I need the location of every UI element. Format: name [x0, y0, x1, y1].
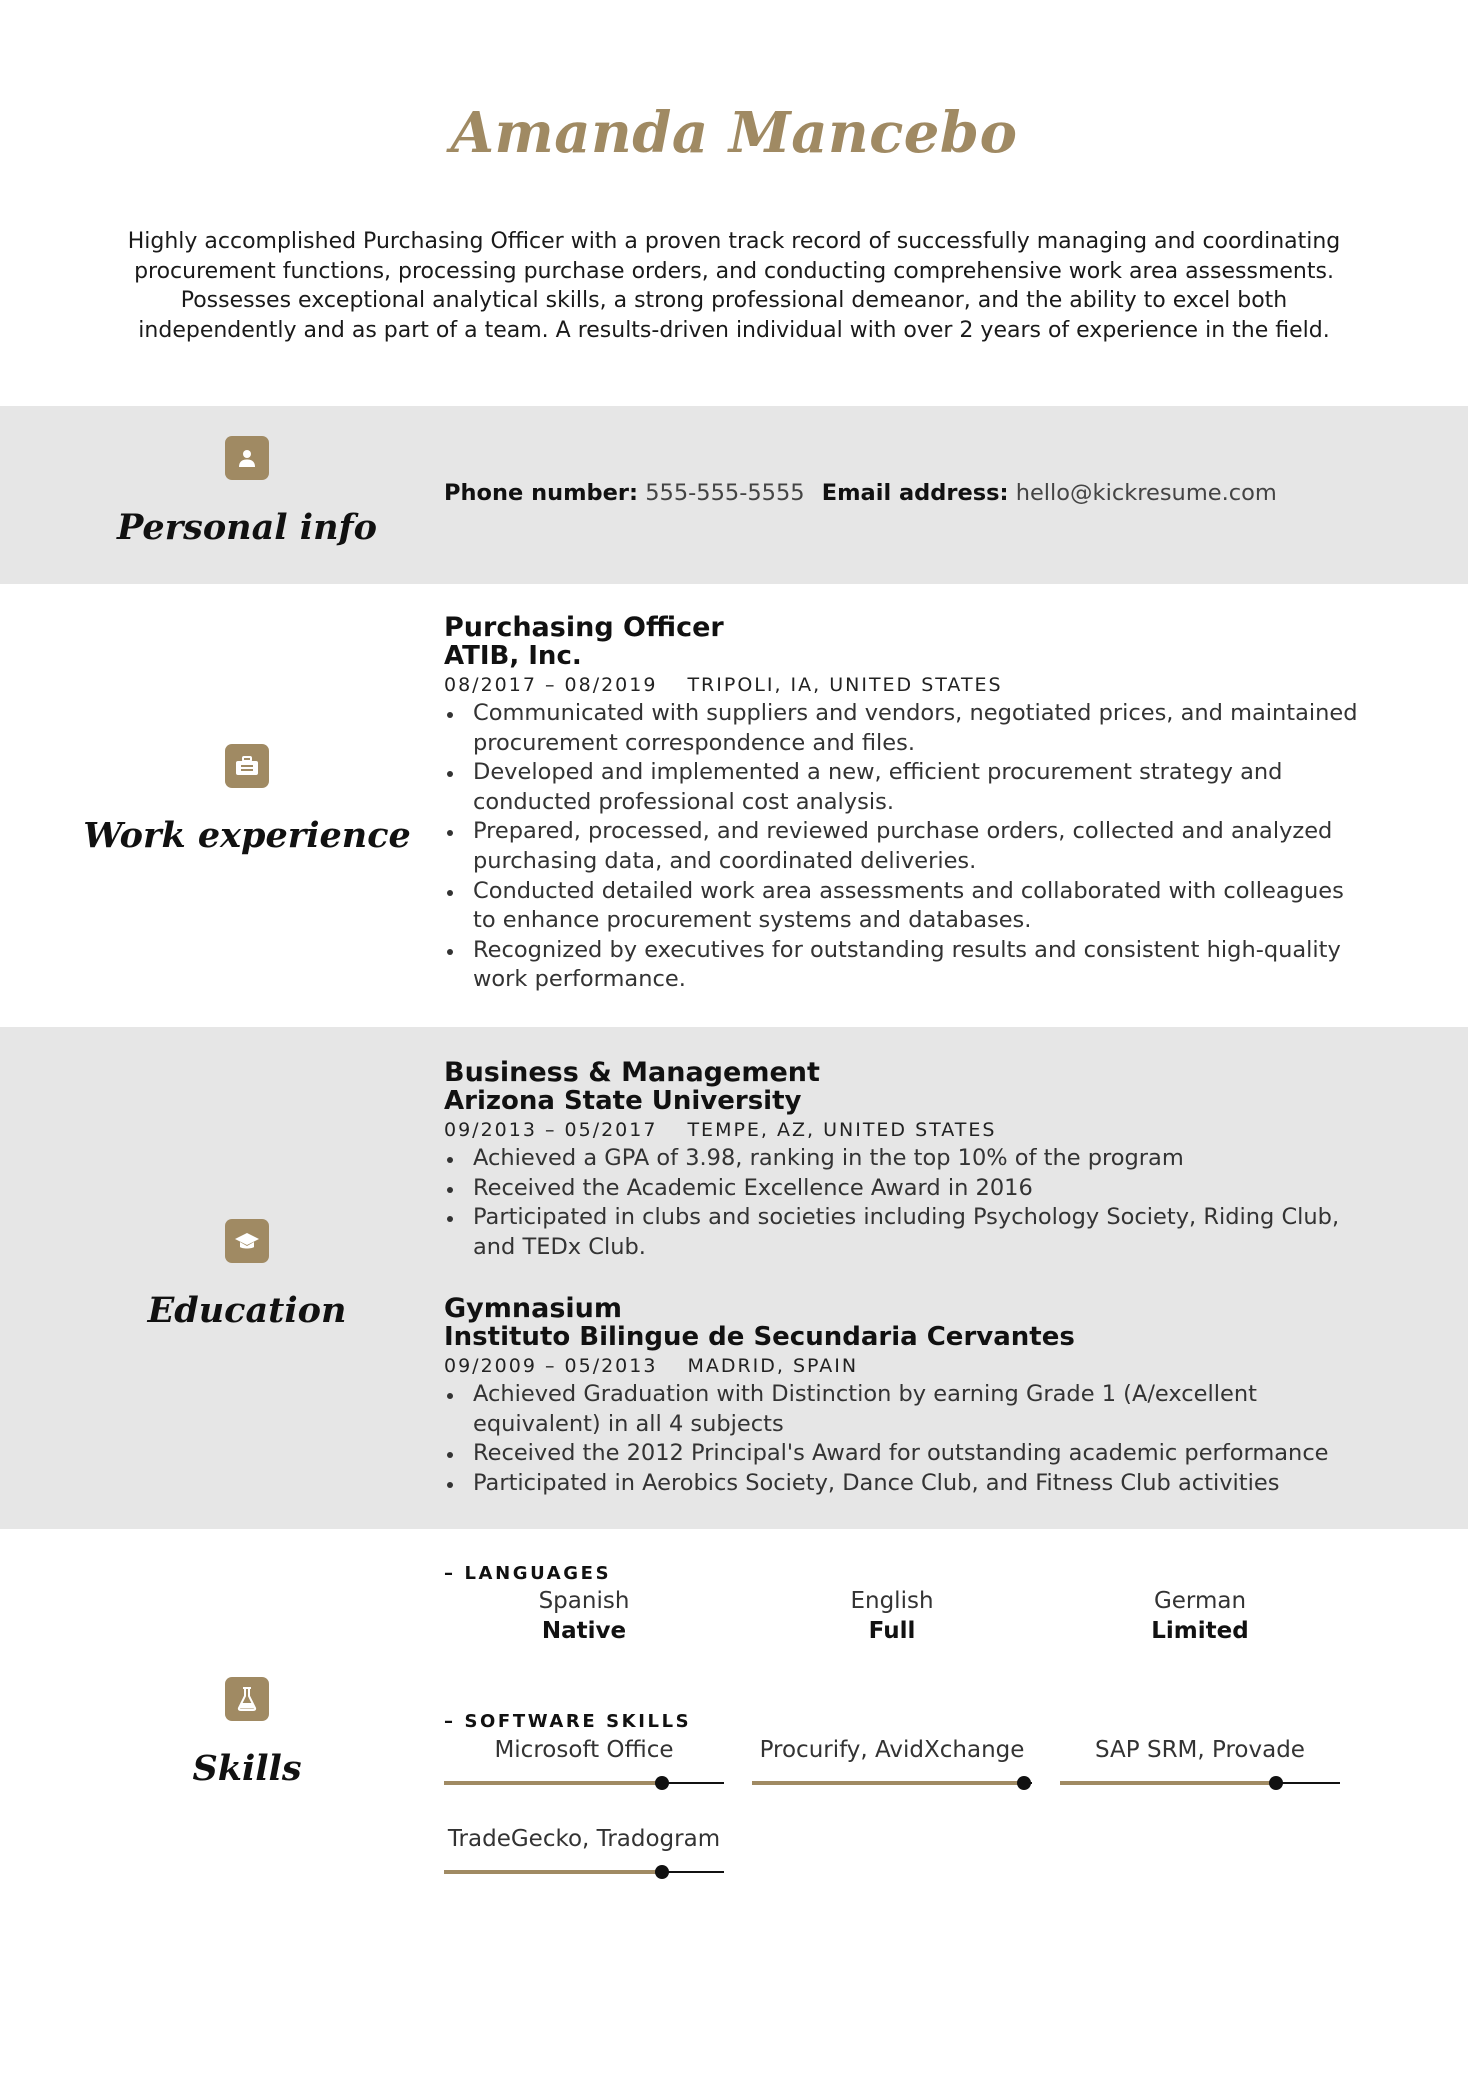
education-bullets — [444, 1380, 1364, 1498]
personal-info-heading — [60, 436, 434, 550]
list-item: Recognized by executives for outstanding results and consistent high-quality work performance. — [444, 936, 1364, 995]
language-name: English — [850, 1588, 934, 1614]
skill-item — [444, 1735, 724, 1790]
education-heading — [60, 1219, 434, 1333]
contact-line — [444, 478, 1364, 508]
section-title: Skills — [192, 1748, 302, 1789]
list-item: Received the Academic Excellence Award in 2016 — [444, 1174, 1364, 1204]
job-location: TRIPOLI, IA, UNITED STATES — [687, 674, 1003, 696]
language-name: German — [1153, 1588, 1247, 1614]
personal-info-section — [0, 406, 1468, 584]
section-title: Education — [147, 1290, 347, 1331]
education-meta — [444, 1352, 1364, 1380]
skill-level-bar — [752, 1776, 1032, 1790]
skill-level-dot — [1017, 1776, 1031, 1790]
list-item: Achieved a GPA of 3.98, ranking in the top 10% of the program — [444, 1144, 1364, 1174]
language-level: Native — [541, 1618, 627, 1644]
company-name: ATIB, Inc. — [444, 641, 582, 671]
phone-label: Phone number: — [444, 480, 639, 506]
skill-item — [1060, 1735, 1340, 1790]
language-level: Full — [868, 1618, 916, 1644]
job-bullets — [444, 699, 1364, 995]
language-item — [752, 1586, 1032, 1646]
languages-heading: – LANGUAGES — [444, 1563, 612, 1584]
degree-title: Gymnasium — [444, 1293, 623, 1324]
skill-level-bar — [444, 1865, 724, 1879]
education-entry — [444, 1294, 1364, 1498]
list-item: Participated in clubs and societies including Psychology Society, Riding Club, and TEDx Club. — [444, 1203, 1364, 1262]
skill-level-bar — [444, 1776, 724, 1790]
skill-item — [444, 1824, 724, 1879]
profile-summary: Highly accomplished Purchasing Officer with a proven track record of successfully managing and coordinating procurement functions, processing purchase orders, and conducting comprehensive work area assessments. Possesses exceptional analytical skills, a strong professional demeanor, and the ability to excel both independently and as part of a team. A results-driven individual with over 2 years of experience in the field. — [127, 229, 1341, 343]
email-label: Email address: — [821, 480, 1009, 506]
degree-title: Business & Management — [444, 1057, 820, 1088]
skill-item — [752, 1735, 1032, 1790]
graduation-cap-icon — [225, 1219, 269, 1263]
school-name: Instituto Bilingue de Secundaria Cervantes — [444, 1322, 1075, 1352]
education-location: MADRID, SPAIN — [687, 1355, 859, 1377]
list-item: Prepared, processed, and reviewed purchase orders, collected and analyzed purchasing data, and coordinated deliveries. — [444, 817, 1364, 876]
briefcase-icon — [225, 744, 269, 788]
skills-heading — [60, 1677, 434, 1791]
job-meta — [444, 671, 1364, 699]
skill-level-dot — [655, 1865, 669, 1879]
school-name: Arizona State University — [444, 1086, 802, 1116]
skill-level-dot — [655, 1776, 669, 1790]
email-value: hello@kickresume.com — [1015, 480, 1277, 506]
skill-name: TradeGecko, Tradogram — [447, 1826, 721, 1852]
section-title: Personal info — [117, 507, 377, 548]
skill-name: SAP SRM, Provade — [1095, 1737, 1305, 1763]
language-level: Limited — [1151, 1618, 1249, 1644]
work-experience-heading — [60, 744, 434, 858]
education-dates: 09/2013 – 05/2017 — [444, 1119, 658, 1141]
language-item — [444, 1586, 724, 1646]
education-location: TEMPE, AZ, UNITED STATES — [687, 1119, 997, 1141]
list-item: Developed and implemented a new, efficient procurement strategy and conducted professional cost analysis. — [444, 758, 1364, 817]
job-title: Purchasing Officer — [444, 612, 724, 643]
person-icon — [225, 436, 269, 480]
education-meta — [444, 1116, 1364, 1144]
skill-name: Procurify, AvidXchange — [759, 1737, 1025, 1763]
phone-value: 555-555-5555 — [645, 480, 805, 506]
list-item: Communicated with suppliers and vendors, negotiated prices, and maintained procurement correspondence and files. — [444, 699, 1364, 758]
education-bullets — [444, 1144, 1364, 1262]
skill-name: Microsoft Office — [494, 1737, 674, 1763]
flask-icon — [225, 1677, 269, 1721]
skills-section — [0, 1529, 1468, 1929]
skill-level-dot — [1269, 1776, 1283, 1790]
language-item — [1060, 1586, 1340, 1646]
education-dates: 09/2009 – 05/2013 — [444, 1355, 658, 1377]
resume-name: Amanda Mancebo — [450, 100, 1018, 166]
section-title: Work experience — [83, 815, 411, 856]
skill-level-bar — [1060, 1776, 1340, 1790]
education-entry — [444, 1058, 1364, 1262]
education-section — [0, 1027, 1468, 1529]
list-item: Participated in Aerobics Society, Dance Club, and Fitness Club activities — [444, 1469, 1364, 1499]
job-entry — [444, 613, 1364, 995]
list-item: Conducted detailed work area assessments and collaborated with colleagues to enhance procurement systems and databases. — [444, 877, 1364, 936]
list-item: Achieved Graduation with Distinction by earning Grade 1 (A/excellent equivalent) in all 4 subjects — [444, 1380, 1364, 1439]
software-skills-heading: – SOFTWARE SKILLS — [444, 1711, 692, 1732]
list-item: Received the 2012 Principal's Award for outstanding academic performance — [444, 1439, 1364, 1469]
work-experience-section — [0, 584, 1468, 1027]
job-dates: 08/2017 – 08/2019 — [444, 674, 658, 696]
language-name: Spanish — [538, 1588, 630, 1614]
